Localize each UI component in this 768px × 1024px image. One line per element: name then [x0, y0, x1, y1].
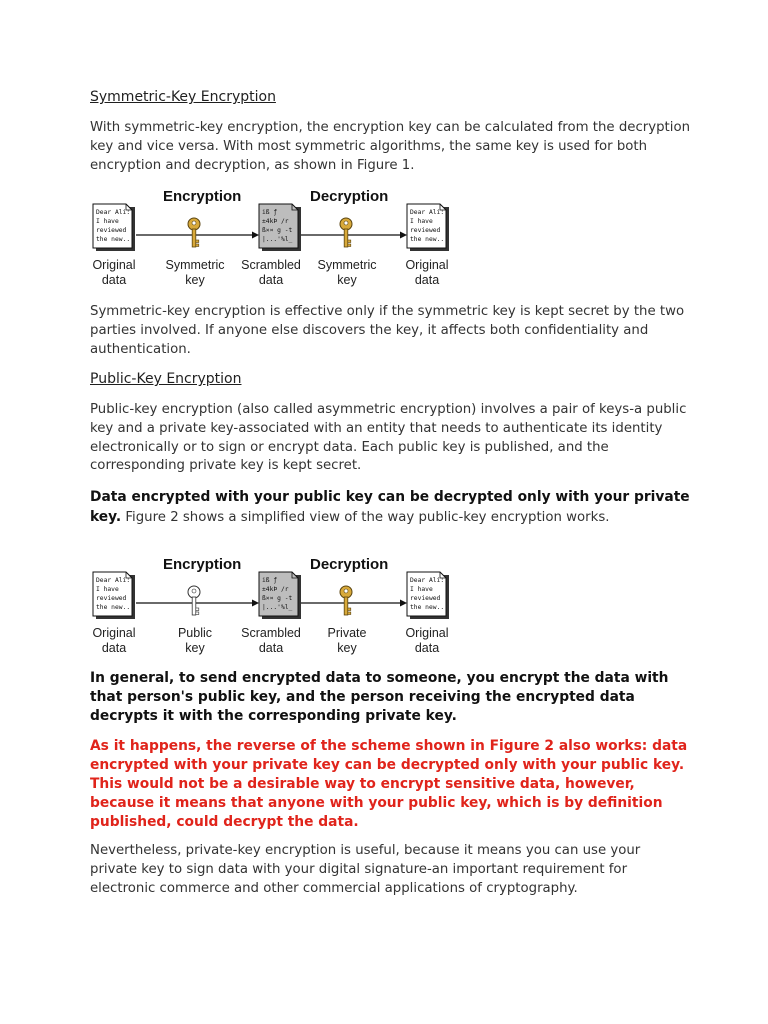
f1-orig-line-3: reviewed — [96, 227, 127, 234]
f2-orig-line-1: Dear Ali: — [96, 577, 131, 584]
paragraph-general-usage: In general, to send encrypted data to someone, you encrypt the data with that person's public key, and the person receiving the encrypted data decrypts it with the corresponding private key. — [90, 670, 669, 724]
scrambled-document-icon — [259, 204, 301, 251]
f1-final-line-2: I have — [410, 218, 433, 225]
f1-final-line-4: the new... — [410, 236, 448, 243]
paragraph-symmetric-secret: Symmetric-key encryption is effective only if the symmetric key is kept secret by the two parties involved. If anyone else discovers the key, it affects both confidentiality and authentication. — [90, 304, 685, 357]
f1-decryption-label: Decryption — [310, 188, 389, 205]
heading-symmetric-key-encryption: Symmetric-Key Encryption — [90, 89, 276, 105]
paragraph-public-key-decrypt — [90, 488, 690, 528]
f2-label-original: Original data — [92, 626, 136, 655]
f1-scr-line-3: ß×¤ g -t — [262, 227, 293, 234]
f1-label-key2: Symmetric key — [317, 258, 377, 287]
f2-label-scrambled: Scrambled data — [241, 626, 301, 655]
f1-scr-line-1: iß ƒ — [262, 209, 278, 216]
f2-label-key2: Private key — [327, 626, 367, 655]
symmetric-key-icon — [340, 218, 352, 247]
f1-encryption-label: Encryption — [163, 188, 242, 205]
f1-scr-line-2: ±4kÞ /r — [262, 218, 289, 225]
f2-label-final: Original data — [405, 626, 449, 655]
figure-1-symmetric — [90, 188, 460, 287]
f2-orig-line-3: reviewed — [96, 595, 127, 602]
original-document-icon — [93, 572, 135, 619]
heading-public-key-encryption: Public-Key Encryption — [90, 371, 242, 387]
f2-final-line-3: reviewed — [410, 595, 441, 602]
f2-final-line-4: the new... — [410, 604, 448, 611]
f2-final-line-1: Dear Ali: — [410, 577, 445, 584]
paragraph-public-key-decrypt-rest: Figure 2 shows a simplified view of the way public-key encryption works. — [121, 509, 610, 525]
f1-label-final: Original data — [405, 258, 449, 287]
f2-decryption-label: Decryption — [310, 556, 389, 573]
f2-encryption-label: Encryption — [163, 556, 242, 573]
f1-final-line-1: Dear Ali: — [410, 209, 445, 216]
public-key-icon — [188, 586, 200, 615]
f1-orig-line-1: Dear Ali: — [96, 209, 131, 216]
paragraph-private-key-signing: Nevertheless, private-key encryption is useful, because it means you can use your private key to sign data with your digital signature-an important requirement for electronic commerce and other commercial applications of cryptography. — [90, 843, 641, 896]
private-key-icon — [340, 586, 352, 615]
f1-label-key1: Symmetric key — [165, 258, 225, 287]
symmetric-key-icon — [188, 218, 200, 247]
paragraph-reverse-scheme: As it happens, the reverse of the scheme shown in Figure 2 also works: data encrypted with your private key can be decrypted only with your public key. This would not be a desirable way to encrypt sensitive data, however, because it means that anyone with your public key, which is by definition published, could decrypt the data. — [90, 738, 688, 830]
f1-scr-line-4: |...'%l_ — [262, 236, 293, 243]
f2-final-line-2: I have — [410, 586, 433, 593]
scrambled-document-icon — [259, 572, 301, 619]
f2-label-key1: Public key — [177, 626, 213, 655]
decrypted-document-icon — [407, 572, 449, 619]
paragraph-public-key-decrypt-bold: Data encrypted with your public key can be decrypted only with your private key. — [90, 489, 690, 525]
figure-2-public-key — [90, 556, 460, 655]
paragraph-public-key-intro: Public-key encryption (also called asymmetric encryption) involves a pair of keys-a public key and a private key-associated with an entity that needs to authenticate its identity electronically or to sign or encrypt data. Each public key is published, and the corresponding private key is kept secret. — [90, 402, 687, 474]
f1-orig-line-2: I have — [96, 218, 119, 225]
decrypted-document-icon — [407, 204, 449, 251]
f2-scr-line-4: |...'%l_ — [262, 604, 293, 611]
f2-scr-line-2: ±4kÞ /r — [262, 586, 289, 593]
f1-final-line-3: reviewed — [410, 227, 441, 234]
f1-label-original: Original data — [92, 258, 136, 287]
f2-scr-line-1: iß ƒ — [262, 577, 278, 584]
paragraph-symmetric-intro: With symmetric-key encryption, the encryption key can be calculated from the decryption key and vice versa. With most symmetric algorithms, the same key is used for both encryption and decryption, as shown in Figure 1. — [90, 120, 691, 173]
f2-orig-line-2: I have — [96, 586, 119, 593]
f2-orig-line-4: the new... — [96, 604, 134, 611]
original-document-icon — [93, 204, 135, 251]
f2-scr-line-3: ß×¤ g -t — [262, 595, 293, 602]
f1-orig-line-4: the new... — [96, 236, 134, 243]
f1-label-scrambled: Scrambled data — [241, 258, 301, 287]
